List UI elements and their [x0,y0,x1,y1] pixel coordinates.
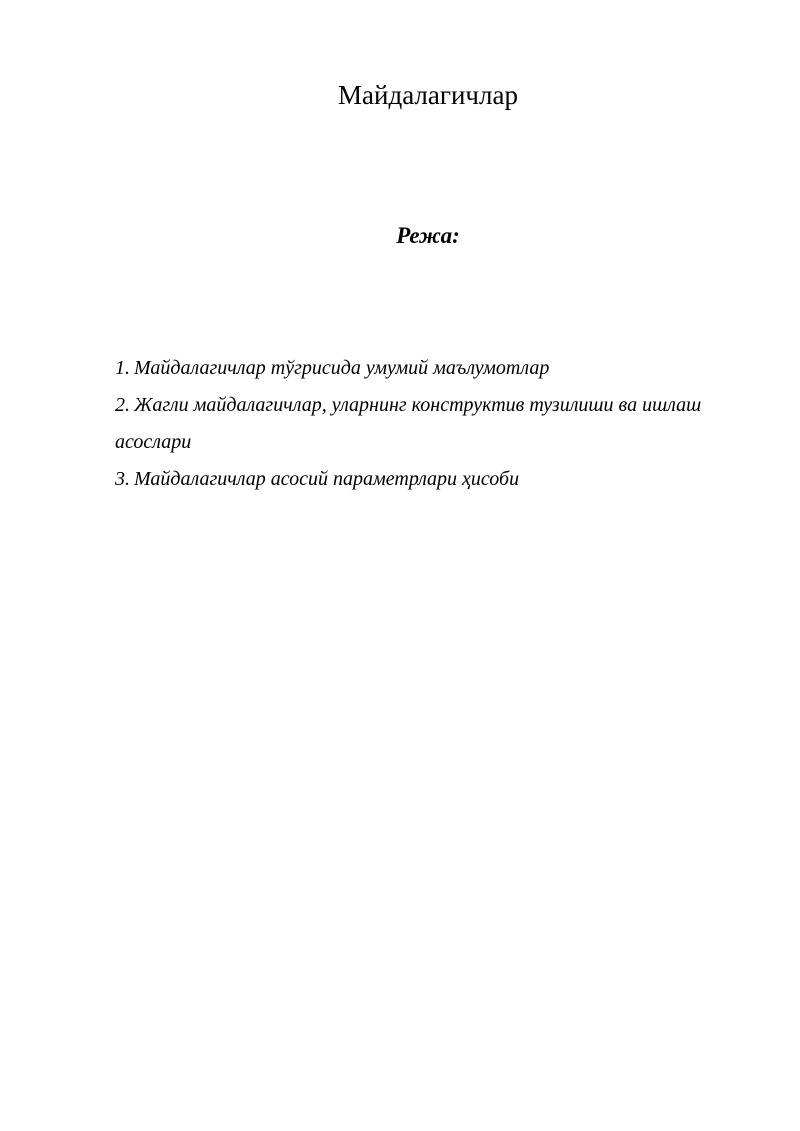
plan-item-text: Майдалагичлар тўгрисида умумий маълумотлар [134,357,550,379]
plan-item-number: 2. [115,394,130,416]
plan-item-2 [115,387,705,461]
plan-heading: Режа: [396,223,460,248]
plan-item-text: Майдалагичлар асосий параметрлари ҳисоби [134,468,520,490]
plan-item-3 [115,461,705,498]
plan-item-1 [115,350,705,387]
plan-list [115,350,705,498]
plan-item-text: Жагли майдалагичлар, уларнинг конструктив тузилиши ва ишлаш асослари [115,394,702,453]
plan-item-number: 3. [115,468,130,490]
document-title: Майдалагичлар [338,80,518,110]
plan-item-number: 1. [115,357,130,379]
